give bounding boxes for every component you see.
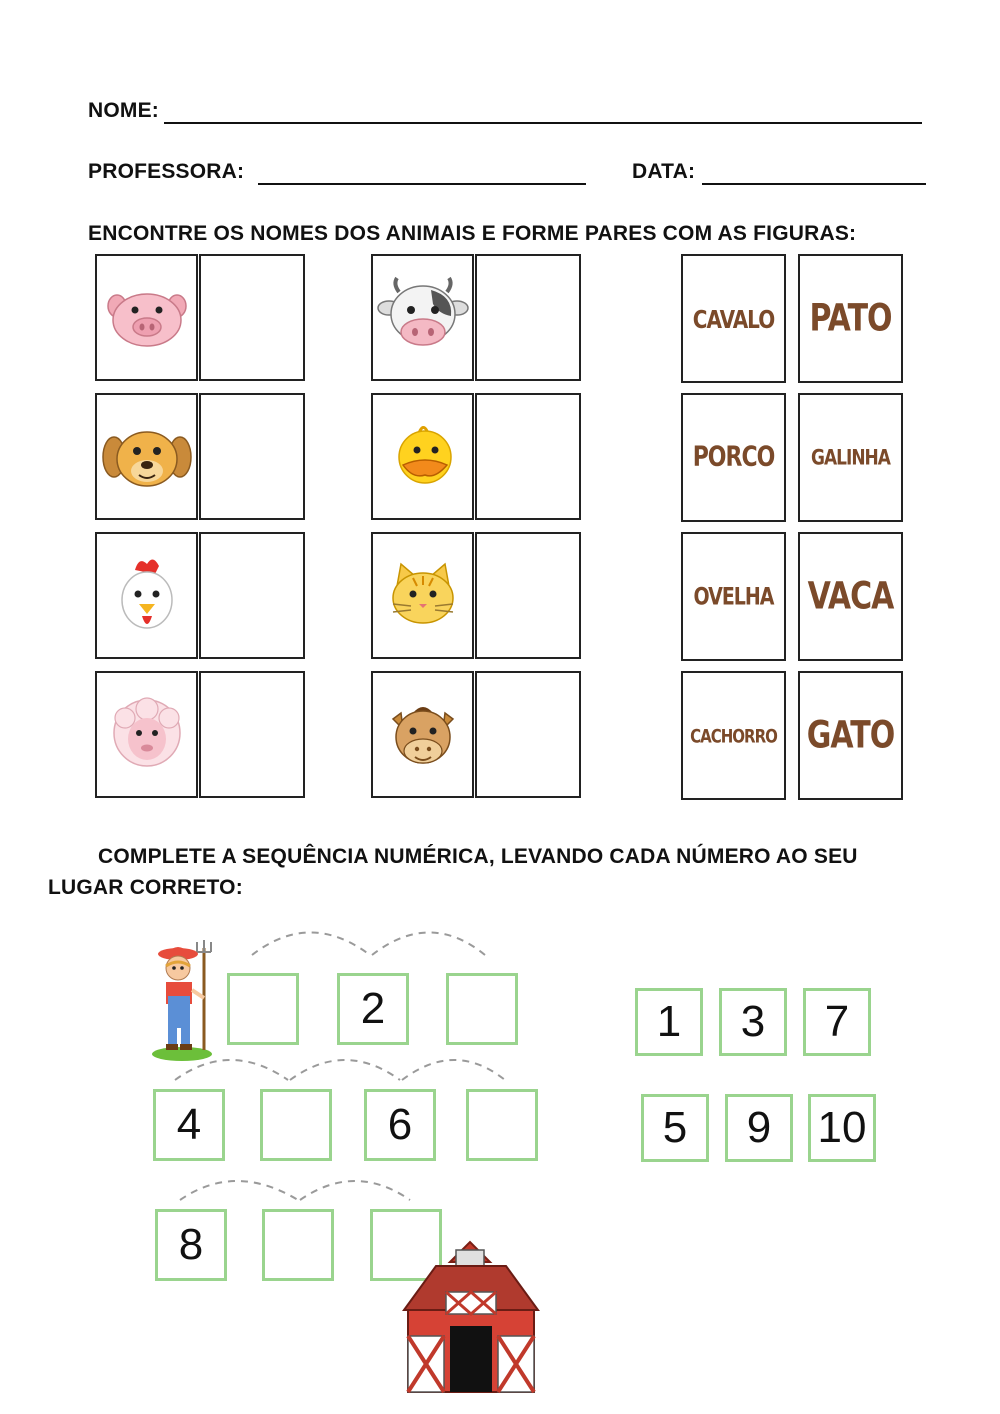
section1-instruction: ENCONTRE OS NOMES DOS ANIMAIS E FORME PARES COM AS FIGURAS: bbox=[88, 222, 857, 245]
sequence-box-9[interactable] bbox=[262, 1209, 334, 1281]
sequence-box-2[interactable]: 2 bbox=[337, 973, 409, 1045]
number-tile[interactable]: 7 bbox=[803, 988, 871, 1056]
data-label: DATA: bbox=[632, 160, 696, 183]
sequence-box-3[interactable] bbox=[446, 973, 518, 1045]
sequence-box-5[interactable] bbox=[260, 1089, 332, 1161]
sequence-box-7[interactable] bbox=[466, 1089, 538, 1161]
word-card-gato[interactable]: GATO bbox=[798, 671, 903, 800]
nome-label: NOME: bbox=[88, 99, 159, 122]
word-card-galinha[interactable]: GALINHA bbox=[798, 393, 903, 522]
word-card-porco[interactable]: PORCO bbox=[681, 393, 786, 522]
word-card-vaca[interactable]: VACA bbox=[798, 532, 903, 661]
professora-label: PROFESSORA: bbox=[88, 160, 245, 183]
number-tile[interactable]: 9 bbox=[725, 1094, 793, 1162]
word-card-pato[interactable]: PATO bbox=[798, 254, 903, 383]
sequence-box-6[interactable]: 6 bbox=[364, 1089, 436, 1161]
number-tile[interactable]: 3 bbox=[719, 988, 787, 1056]
number-tile[interactable]: 1 bbox=[635, 988, 703, 1056]
section2-instruction-line1: COMPLETE A SEQUÊNCIA NUMÉRICA, LEVANDO CADA NÚMERO AO SEU bbox=[98, 845, 858, 868]
sequence-box-4[interactable]: 4 bbox=[153, 1089, 225, 1161]
number-tile[interactable]: 5 bbox=[641, 1094, 709, 1162]
sequence-box-8[interactable]: 8 bbox=[155, 1209, 227, 1281]
word-card-cachorro[interactable]: CACHORRO bbox=[681, 671, 786, 800]
word-card-ovelha[interactable]: OVELHA bbox=[681, 532, 786, 661]
number-tile[interactable]: 10 bbox=[808, 1094, 876, 1162]
farmer-icon bbox=[148, 938, 224, 1062]
word-card-cavalo[interactable]: CAVALO bbox=[681, 254, 786, 383]
section2-instruction-line2: LUGAR CORRETO: bbox=[48, 876, 243, 899]
sequence-box-1[interactable] bbox=[227, 973, 299, 1045]
barn-icon bbox=[400, 1240, 542, 1394]
